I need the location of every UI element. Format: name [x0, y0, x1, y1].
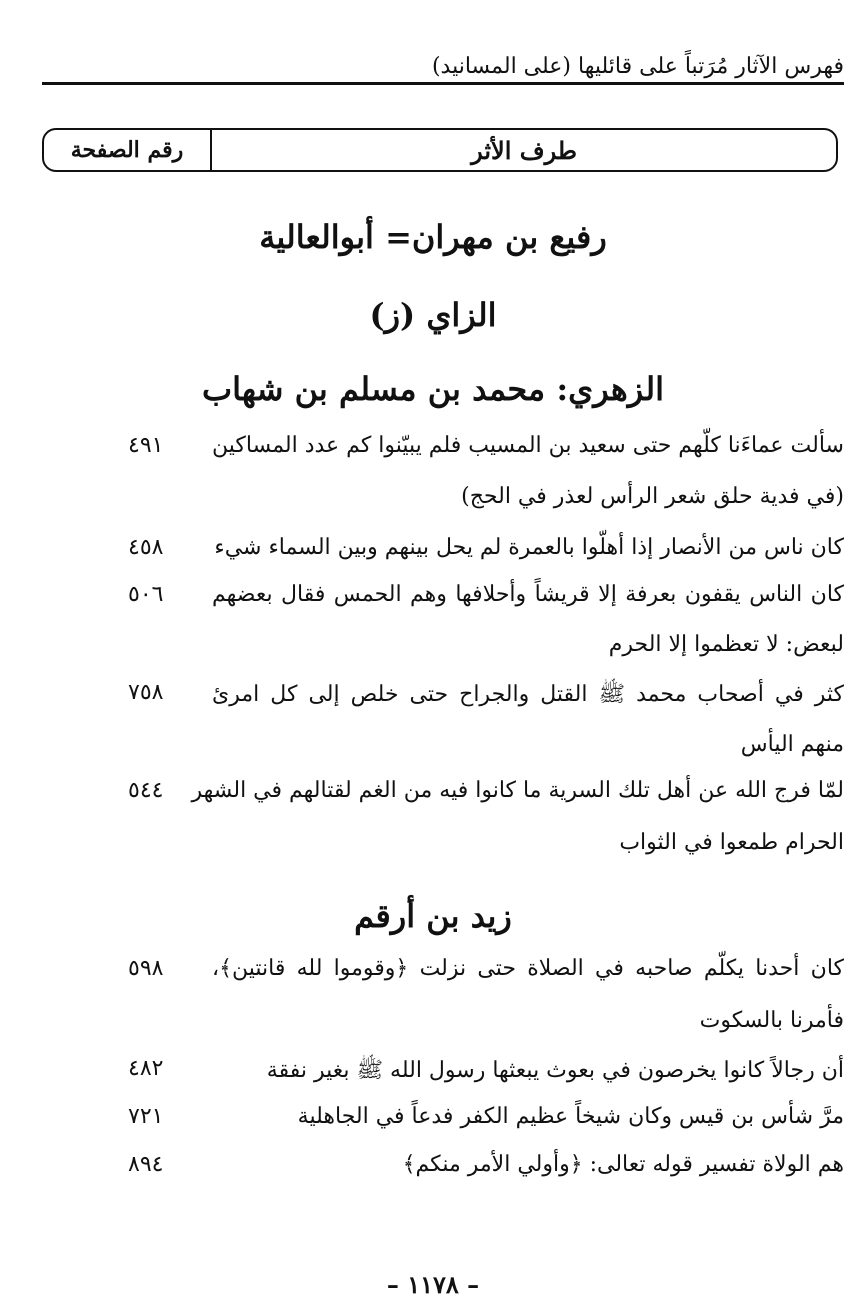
entry-line: مرَّ شأس بن قيس وكان شيخاً عظيم الكفر فدعاً في الجاهلية [297, 1104, 844, 1129]
column-header-page: رقم الصفحة [44, 130, 212, 170]
entry-line-continuation: فأمرنا بالسكوت [699, 1008, 844, 1033]
column-header-box [42, 128, 838, 172]
entry-line: هم الولاة تفسير قوله تعالى: ﴿وأولي الأمر منكم﴾ [402, 1152, 844, 1177]
entry-page-number: ٧٢١ [128, 1104, 164, 1129]
entry-line: كان الناس يقفون بعرفة إلا قريشاً وأحلافها وهم الحمس فقال بعضهم [212, 582, 844, 607]
entry-line-continuation: منهم اليأس [740, 732, 844, 757]
entry-line: لمّا فرج الله عن أهل تلك السرية ما كانوا فيه من الغم لقتالهم في الشهر [191, 778, 844, 803]
entry-line: أن رجالاً كانوا يخرصون في بعوث يبعثها رسول الله ﷺ بغير نفقة [266, 1058, 844, 1083]
entry-line-continuation: (في فدية حلق شعر الرأس لعذر في الحج) [461, 484, 844, 509]
page-folio-number: – ١١٧٨ – [386, 1270, 480, 1299]
entry-line: كان ناس من الأنصار إذا أهلّوا بالعمرة لم يحل بينهم وبين السماء شيء [214, 535, 844, 560]
column-header-text: طرف الأثر [471, 135, 577, 165]
entry-line: كان أحدنا يكلّم صاحبه في الصلاة حتى نزلت ﴿وقوموا لله قانتين﴾، [212, 956, 844, 981]
entry-page-number: ٤٩١ [128, 433, 164, 458]
entry-page-number: ٤٨٢ [128, 1056, 164, 1081]
entry-page-number: ٧٥٨ [128, 680, 164, 705]
header-rule [42, 82, 844, 85]
section-heading-letter-zay: الزاي (ز) [369, 296, 497, 334]
section-heading-rafi: رفيع بن مهران= أبوالعالية [259, 218, 607, 256]
entry-line-continuation: لبعض: لا تعظموا إلا الحرم [608, 632, 844, 657]
entry-line-continuation: الحرام طمعوا في الثواب [619, 830, 844, 855]
section-heading-zuhri: الزهري: محمد بن مسلم بن شهاب [201, 370, 665, 408]
entry-line: كثر في أصحاب محمد ﷺ القتل والجراح حتى خلص إلى كل امرئ [212, 682, 844, 707]
entry-line: سألت عماءَنا كلّهم حتى سعيد بن المسيب فلم يبيّنوا كم عدد المساكين [212, 433, 844, 458]
section-heading-zayd: زيد بن أرقم [354, 897, 512, 935]
running-head: فهرس الآثار مُرَتباً على قائليها (على المسانيد) [431, 54, 844, 79]
entry-page-number: ٨٩٤ [128, 1152, 164, 1177]
entry-page-number: ٤٥٨ [128, 535, 164, 560]
entry-page-number: ٥٤٤ [128, 778, 164, 803]
entry-page-number: ٥٩٨ [128, 956, 164, 981]
entry-page-number: ٥٠٦ [128, 582, 164, 607]
